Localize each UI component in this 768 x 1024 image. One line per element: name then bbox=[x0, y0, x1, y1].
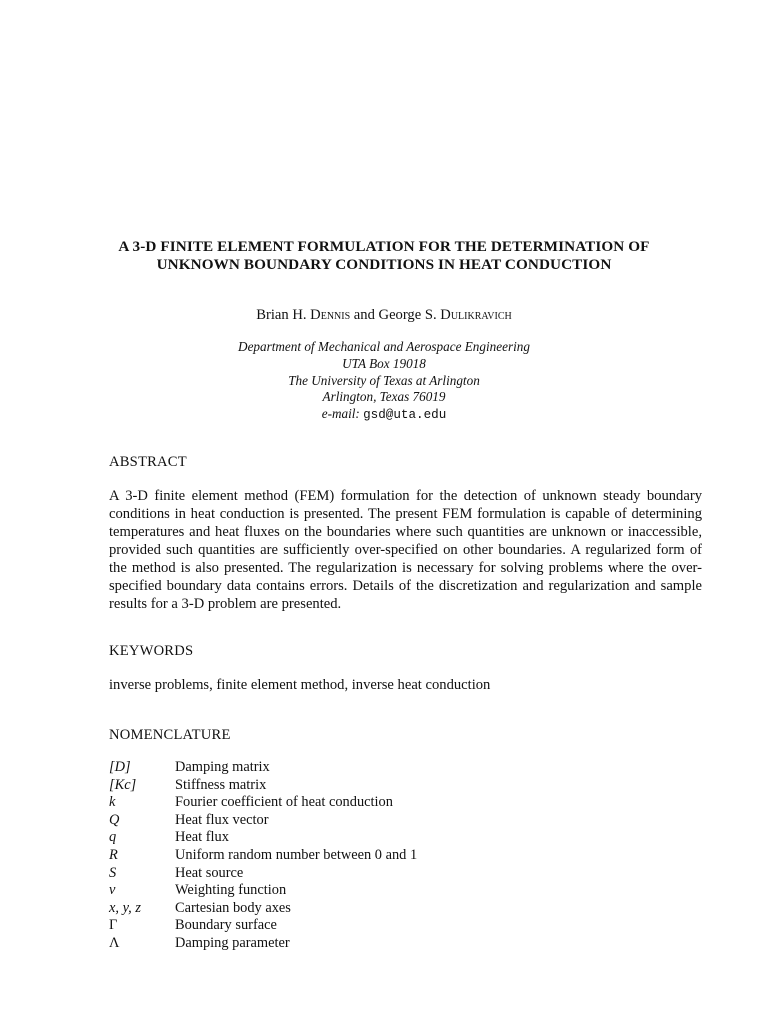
affiliation-block bbox=[150, 339, 618, 424]
nomenclature-list bbox=[109, 759, 669, 953]
nomenclature-row bbox=[109, 829, 669, 847]
nomenclature-row bbox=[109, 917, 669, 935]
title-line-2: UNKNOWN BOUNDARY CONDITIONS IN HEAT CONDUCTION bbox=[156, 256, 612, 273]
abstract-text: A 3-D finite element method (FEM) formulation for the detection of unknown steady boundary conditions in heat conduction is presented. The present FEM formulation is capable of determining temperatures and heat fluxes on the boundaries where such quantities are unknown or inaccessible, provided such quantities are sufficiently over-specified on other boundaries. A regularized form of the method is also presented. The regularization is necessary for solving problems where the over-specified boundary data contains errors. Details of the discretization and regularization and sample results for a 3-D problem are presented. bbox=[109, 488, 702, 612]
nomenclature-row bbox=[109, 777, 669, 795]
author-1-given: Brian H. bbox=[256, 307, 311, 323]
keywords-text: inverse problems, finite element method, inverse heat conduction bbox=[109, 677, 491, 693]
author-2-surname: Dulikravich bbox=[440, 307, 512, 323]
nomenclature-row bbox=[109, 900, 669, 918]
affiliation-department: Department of Mechanical and Aerospace Engineering bbox=[238, 339, 530, 354]
nomenclature-row bbox=[109, 935, 669, 953]
nomenclature-definition: Damping parameter bbox=[175, 934, 290, 951]
nomenclature-symbol: [Kc] bbox=[109, 776, 137, 793]
author-list bbox=[100, 306, 668, 324]
paper-title bbox=[100, 238, 668, 274]
nomenclature-symbol: k bbox=[109, 794, 116, 811]
nomenclature-symbol: R bbox=[109, 846, 118, 863]
title-line-1: A 3-D FINITE ELEMENT FORMULATION FOR THE DETERMINATION OF bbox=[118, 238, 650, 255]
nomenclature-symbol: [D] bbox=[109, 759, 131, 775]
nomenclature-definition: Uniform random number between 0 and 1 bbox=[175, 846, 418, 863]
nomenclature-definition: Weighting function bbox=[175, 882, 287, 899]
affiliation-city: Arlington, Texas 76019 bbox=[322, 389, 446, 405]
nomenclature-symbol: v bbox=[109, 882, 116, 899]
abstract-heading: ABSTRACT bbox=[109, 454, 187, 470]
email-label: e-mail: bbox=[321, 406, 364, 422]
keywords-heading: KEYWORDS bbox=[109, 643, 194, 659]
affiliation-university: The University of Texas at Arlington bbox=[288, 372, 480, 388]
nomenclature-row bbox=[109, 759, 669, 777]
email-address: gsd@uta.edu bbox=[363, 408, 447, 423]
nomenclature-symbol: x, y, z bbox=[109, 899, 141, 916]
nomenclature-row bbox=[109, 865, 669, 883]
nomenclature-definition: Stiffness matrix bbox=[175, 776, 267, 793]
nomenclature-definition: Heat flux vector bbox=[175, 811, 269, 828]
affiliation-box: UTA Box 19018 bbox=[342, 355, 426, 371]
nomenclature-definition: Heat flux bbox=[175, 829, 229, 846]
nomenclature-symbol: S bbox=[109, 864, 117, 881]
nomenclature-definition: Boundary surface bbox=[175, 917, 277, 934]
nomenclature-row bbox=[109, 812, 669, 830]
nomenclature-symbol: Λ bbox=[109, 934, 120, 951]
affiliation-email-line bbox=[150, 406, 618, 424]
author-1-surname: Dennis bbox=[310, 307, 351, 323]
nomenclature-symbol: Γ bbox=[109, 917, 118, 934]
nomenclature-symbol: Q bbox=[109, 811, 120, 828]
nomenclature-row bbox=[109, 794, 669, 812]
nomenclature-heading: NOMENCLATURE bbox=[109, 727, 231, 743]
author-joiner: and George S. bbox=[350, 307, 441, 323]
nomenclature-definition: Heat source bbox=[175, 864, 244, 881]
nomenclature-row bbox=[109, 882, 669, 900]
nomenclature-definition: Damping matrix bbox=[175, 759, 270, 775]
nomenclature-symbol: q⃗ bbox=[109, 829, 128, 846]
nomenclature-definition: Cartesian body axes bbox=[175, 899, 291, 916]
nomenclature-definition: Fourier coefficient of heat conduction bbox=[175, 794, 393, 811]
nomenclature-row bbox=[109, 847, 669, 865]
